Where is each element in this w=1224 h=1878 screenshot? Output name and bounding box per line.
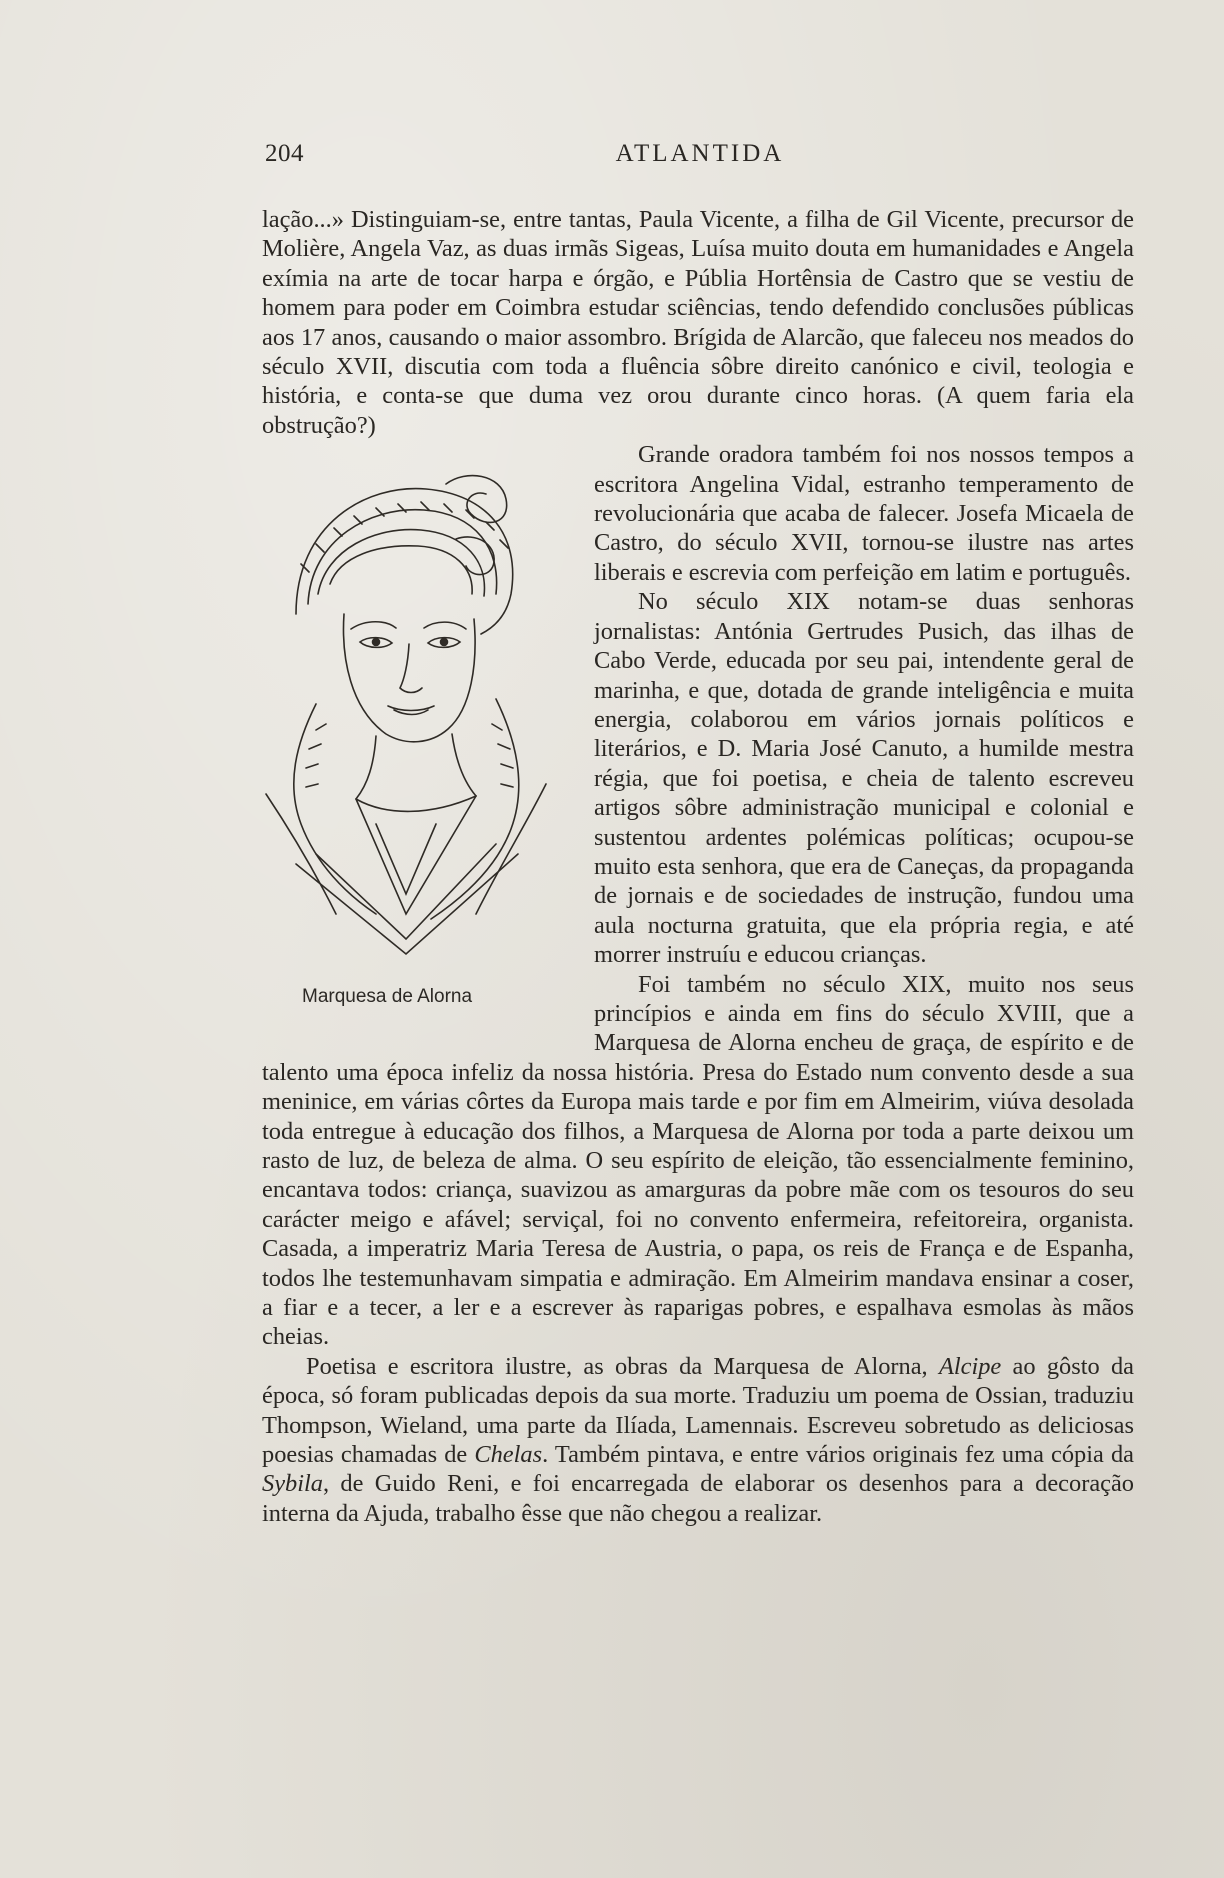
page-number: 204 — [265, 140, 304, 167]
body-text — [262, 205, 1134, 1528]
paragraph-5-text: , de Guido Reni, e foi encarregada de elaborar os desenhos para a decoração interna da Ajuda, trabalho êsse que não chegou a realizar. — [262, 1470, 1134, 1527]
work-title-alcipe: Alcipe — [938, 1352, 1002, 1380]
paragraph-5-text: Poetisa e escritora ilustre, as obras da Marquesa de Alorna, — [306, 1352, 939, 1380]
paragraph-5-text: ao gôsto da época, só foram publicadas depois da sua morte. Traduziu um poema de Ossian, traduziu Thompson, Wieland, uma parte da Ilíada, Lamennais. Escreveu sobretudo as deliciosas poesias chamadas de — [262, 1352, 1134, 1469]
figure-caption: Marquesa de Alorna — [302, 986, 473, 1008]
portrait-figure — [256, 444, 576, 1024]
paragraph-2: Grande oradora também foi nos nossos tempos a escritora Angelina Vidal, estranho temperamento de revolucionária que acaba de falecer. Josefa Micaela de Castro, do século XVII, tornou-se ilustre nas artes liberais e escrevia com perfeição em latim e português. — [594, 441, 1134, 586]
portrait-engraving-icon — [256, 444, 556, 964]
running-head — [265, 140, 1135, 180]
work-title-sybila: Sybila — [262, 1470, 323, 1498]
paragraph-5-text: . Também pintava, e entre vários originais fez uma cópia da — [542, 1441, 1134, 1469]
paragraph-4: Foi também no século XIX, muito nos seus princípios e ainda em fins do século XVIII, que a Marquesa de Alorna encheu de graça, de espírito e de talento uma época infeliz da nossa história. Presa do Estado num convento desde a sua meninice, em várias côrtes da Europa mais tarde e por fim em Almeirim, viúva desolada toda entregue à educação dos filhos, a Marquesa de Alorna por toda a parte deixou um rasto de luz, de beleza de alma. O seu espírito de eleição, tão essencialmente feminino, encantava todos: criança, suavizou as amarguras da pobre mãe com os tesouros do seu carácter meigo e afável; serviçal, foi no convento enfermeira, refeitoreira, organista. Casada, a imperatriz Maria Teresa de Austria, o papa, os reis de França e de Espanha, todos lhe testemunhavam simpatia e admiração. Em Almeirim mandava ensinar a coser, a fiar e a tecer, a ler e a escrever às raparigas pobres, e espalhava esmolas às mãos cheias. — [262, 970, 1134, 1351]
running-title: ATLANTIDA — [615, 140, 785, 167]
paragraph-3: No século XIX notam-se duas senhoras jornalistas: Antónia Gertrudes Pusich, das ilhas de Cabo Verde, educada por seu pai, intendente geral de marinha, e que, dotada de grande inteligência e muita energia, colaborou em vários jornais políticos e literários, e D. Maria José Canuto, a humilde mestra régia, que foi poetisa, e cheia de talento escreveu artigos sôbre administração municipal e colonial e sustentou ardentes polémicas políticas; ocupou-se muito esta senhora, que era de Caneças, da propaganda de jornais e de sociedades de instrução, fundou uma aula nocturna gratuita, que ela própria regia, e até morrer instruíu e educou crianças. — [594, 588, 1134, 969]
paragraph-5 — [262, 1352, 1134, 1528]
work-title-chelas: Chelas — [474, 1441, 543, 1469]
paragraph-1: lação...» Distinguiam-se, entre tantas, Paula Vicente, a filha de Gil Vicente, precursor de Molière, Angela Vaz, as duas irmãs Sigeas, Luísa muito douta em humanidades e Angela exímia na arte de tocar harpa e órgão, e Públia Hortênsia de Castro que se vestiu de homem para poder em Coimbra estudar sciências, tendo defendido conclusões públicas aos 17 anos, causando o maior assombro. Brígida de Alarcão, que faleceu nos meados do século XVII, discutia com toda a fluência sôbre direito canónico e civil, teologia e história, e conta-se que duma vez orou durante cinco horas. (A quem faria ela obstrução?) — [262, 206, 1134, 439]
